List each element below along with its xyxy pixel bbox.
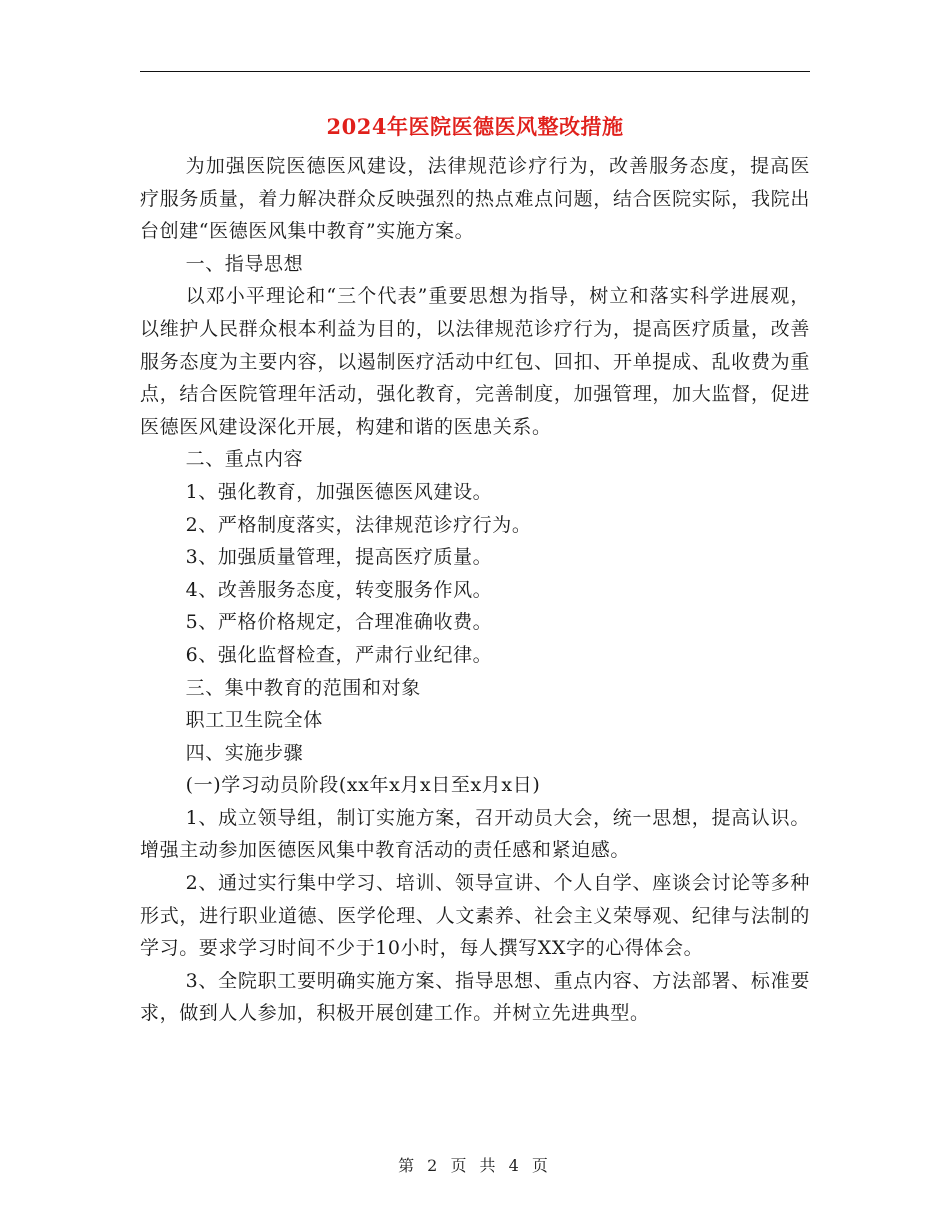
section-heading-steps: 四、实施步骤 — [185, 741, 304, 764]
key-content-item-6: 6、强化监督检查，严肃行业纪律。 — [185, 643, 493, 666]
step-item-1: 1、成立领导组，制订实施方案，召开动员大会，统一思想，提高认识。增强主动参加医德医风集中教育活动的责任感和紧迫感。 — [140, 806, 810, 862]
key-content-item-4: 4、改善服务态度，转变服务作风。 — [185, 578, 493, 601]
header-rule — [140, 71, 810, 72]
intro-paragraph: 为加强医院医德医风建设，法律规范诊疗行为，改善服务态度，提高医疗服务质量，着力解决群众反映强烈的热点难点问题，结合医院实际，我院出台创建“医德医风集中教育”实施方案。 — [140, 155, 810, 243]
section-heading-scope: 三、集中教育的范围和对象 — [185, 676, 421, 699]
key-content-item-5: 5、严格价格规定，合理准确收费。 — [185, 611, 493, 634]
step-item-3: 3、全院职工要明确实施方案、指导思想、重点内容、方法部署、标准要求，做到人人参加，积极开展创建工作。并树立先进典型。 — [140, 969, 810, 1025]
scope-paragraph: 职工卫生院全体 — [185, 709, 323, 732]
document-body — [140, 150, 810, 1030]
step-phase-heading: (一)学习动员阶段(xx年x月x日至x月x日) — [185, 774, 541, 797]
section-heading-guiding-ideology: 一、指导思想 — [185, 252, 304, 275]
step-item-2: 2、通过实行集中学习、培训、领导宣讲、个人自学、座谈会讨论等多种形式，进行职业道德、医学伦理、人文素养、社会主义荣辱观、纪律与法制的学习。要求学习时间不少于10小时，每人撰写XX字的心得体会。 — [140, 872, 810, 960]
guiding-ideology-paragraph: 以邓小平理论和“三个代表”重要思想为指导，树立和落实科学进展观，以维护人民群众根本利益为目的，以法律规范诊疗行为，提高医疗质量，改善服务态度为主要内容，以遏制医疗活动中红包、回扣、开单提成、乱收费为重点，结合医院管理年活动，强化教育，完善制度，加强管理，加大监督，促进医德医风建设深化开展，构建和谐的医患关系。 — [140, 285, 810, 438]
page-number-footer: 第 2 页 共 4 页 — [398, 1156, 552, 1175]
section-heading-key-content: 二、重点内容 — [185, 448, 304, 471]
key-content-item-2: 2、严格制度落实，法律规范诊疗行为。 — [185, 513, 532, 536]
document-title: 2024年医院医德医风整改措施 — [326, 114, 624, 139]
key-content-item-1: 1、强化教育，加强医德医风建设。 — [185, 480, 493, 503]
key-content-item-3: 3、加强质量管理，提高医疗质量。 — [185, 546, 493, 569]
